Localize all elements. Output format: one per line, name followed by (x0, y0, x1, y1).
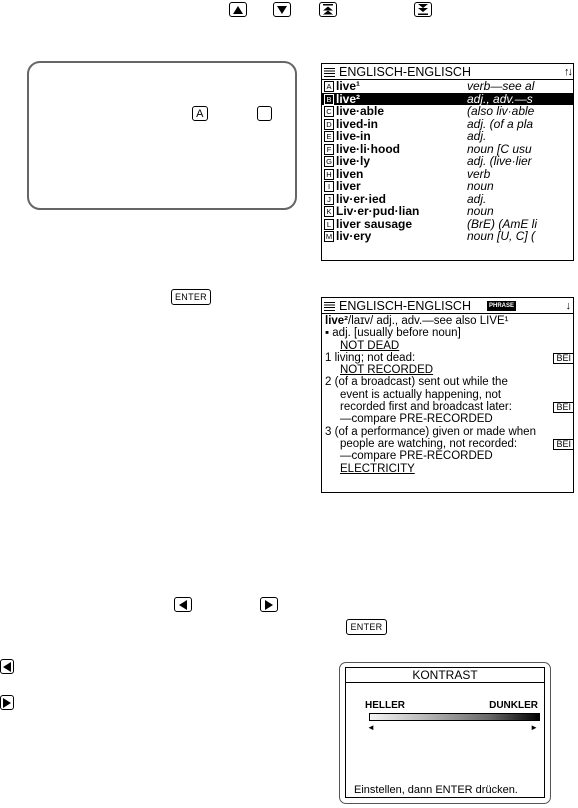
word-list-screen (321, 63, 574, 261)
contrast-screen-frame (339, 662, 551, 804)
sense-1-number: 1 (325, 351, 332, 364)
row-letter-key[interactable]: F (324, 144, 334, 155)
left-arrow-key[interactable] (174, 597, 192, 612)
enter-key[interactable] (171, 289, 211, 305)
contrast-screen (345, 667, 545, 798)
screen-header (322, 298, 573, 314)
sense-3-line1 (322, 426, 573, 438)
entry-headline (322, 315, 573, 327)
example-button[interactable]: BEI (553, 353, 573, 364)
sense-3-number: 3 (325, 425, 332, 438)
row-letter-key[interactable]: C (324, 106, 334, 117)
pronunciation: /laɪv/ adj., adv.—see also LIVE¹ (348, 315, 509, 327)
scroll-down-icon: ↓ (565, 300, 571, 312)
screen-title: ENGLISCH-ENGLISCH (339, 299, 471, 313)
headword: live² (325, 315, 349, 327)
definition-screen (321, 297, 574, 493)
example-button[interactable]: BEI (553, 439, 573, 450)
sense-2-text-3: recorded first and broadcast later: (340, 401, 512, 414)
right-arrow-icon: ► (530, 723, 538, 732)
row-description: adj. (of a pla (467, 116, 534, 131)
row-headword: live·able (336, 104, 385, 118)
triangle-right-icon (3, 698, 11, 708)
row-letter-key[interactable]: G (324, 156, 334, 167)
contrast-footer: Einstellen, dann ENTER drücken. (354, 784, 518, 796)
sense-1-row (322, 352, 573, 364)
sense-2-line1 (322, 376, 573, 388)
row-description: adj. (live·lier (467, 154, 532, 168)
row-letter-key[interactable]: D (324, 119, 334, 130)
triangle-right-icon (265, 600, 273, 610)
word-list-row[interactable] (322, 230, 573, 243)
down-arrow-key[interactable] (273, 2, 291, 17)
triangle-down-icon (277, 6, 287, 14)
row-letter-key[interactable]: E (324, 131, 334, 142)
word-list-row[interactable] (322, 205, 573, 218)
menu-icon (324, 68, 335, 77)
row-headword: liv·ery (336, 229, 372, 243)
sense-2-text-1: (of a broadcast) sent out while the (334, 376, 508, 389)
sense-2-number: 2 (325, 376, 332, 389)
phrase-badge: PHRASE (488, 303, 514, 309)
sense-2-text-4: —compare PRE-RECORDED (340, 413, 493, 426)
row-description: verb (467, 166, 491, 181)
row-description: adj., adv.—s (467, 91, 533, 106)
sense-1-sub-row (322, 364, 573, 376)
double-down-icon (418, 4, 428, 15)
row-letter-key[interactable]: J (324, 194, 334, 205)
pos-line: ▪ adj. [usually before noun] (325, 327, 461, 340)
example-button[interactable]: BEI (553, 402, 573, 413)
enter-key-label: ENTER (350, 622, 383, 632)
dunkler-label: DUNKLER (489, 700, 538, 711)
scroll-updown-icon: ↑↓ (564, 66, 571, 78)
enter-key-label: ENTER (174, 292, 207, 302)
row-headword: live-in (336, 129, 371, 143)
sense-3-text-4[interactable]: ELECTRICITY (340, 462, 415, 475)
row-headword: live² (336, 91, 361, 106)
triangle-up-icon (233, 6, 243, 14)
sense-3-line2 (322, 438, 573, 450)
word-list-row[interactable] (322, 105, 573, 118)
row-letter-key[interactable]: M (325, 232, 333, 241)
sense-0-label[interactable]: NOT DEAD (340, 339, 400, 352)
right-arrow-key-side[interactable] (0, 695, 14, 710)
sense-0-row (322, 340, 573, 352)
enter-key-lower[interactable] (346, 619, 387, 635)
screen-title: ENGLISCH-ENGLISCH (339, 65, 471, 79)
heller-label: HELLER (365, 700, 405, 711)
sense-2-text-2: event is actually happening, not (340, 388, 502, 401)
row-letter-key[interactable]: B (324, 94, 334, 105)
sense-3-line4 (322, 463, 573, 475)
page-down-key[interactable] (414, 2, 432, 17)
contrast-slider-fill (370, 714, 539, 720)
right-arrow-key[interactable] (260, 597, 278, 612)
row-description: noun (467, 204, 494, 218)
word-list-row[interactable] (322, 180, 573, 193)
word-list-row[interactable] (322, 130, 573, 143)
left-arrow-icon: ◄ (367, 723, 375, 732)
triangle-left-icon (3, 662, 11, 672)
key-a-label: A (196, 107, 204, 120)
row-description: noun [C usu (467, 141, 532, 156)
menu-icon (324, 302, 335, 311)
row-headword: live·ly (336, 154, 371, 168)
key-blank[interactable] (257, 106, 272, 121)
row-headword: Liv·er·pud·lian (336, 204, 420, 218)
row-letter-key[interactable]: K (324, 206, 334, 217)
row-headword: liv·er·ied (336, 191, 387, 206)
page-up-key[interactable] (319, 2, 337, 17)
word-list-row[interactable] (322, 155, 573, 168)
row-headword: lived-in (336, 116, 379, 131)
sense-1-sub[interactable]: NOT RECORDED (340, 364, 434, 377)
callout-box (27, 61, 297, 210)
word-list-row[interactable] (322, 80, 573, 93)
contrast-slider[interactable] (369, 713, 540, 721)
sense-3-text-3: —compare PRE-RECORDED (340, 450, 493, 463)
row-description: verb—see al (467, 79, 535, 93)
double-up-icon (323, 4, 333, 15)
up-arrow-key[interactable] (229, 2, 247, 17)
row-description: noun [U, C] ( (467, 229, 536, 243)
key-a[interactable] (192, 106, 208, 121)
row-letter-key[interactable]: H (324, 169, 334, 180)
sense-2-line3 (322, 401, 573, 413)
sense-1-text: living; not dead: (334, 351, 416, 364)
row-description: adj. (467, 129, 487, 143)
row-headword: liver (336, 179, 361, 193)
row-description: (also liv·able (467, 104, 535, 118)
row-headword: live¹ (336, 79, 361, 93)
row-headword: liven (336, 166, 364, 181)
triangle-left-icon (179, 600, 187, 610)
row-letter-key[interactable]: L (324, 219, 334, 230)
sense-3-text-1: (of a performance) given or made when (334, 425, 536, 438)
row-description: noun (467, 179, 494, 193)
left-arrow-key-side[interactable] (0, 659, 14, 674)
sense-3-text-2: people are watching, not recorded: (340, 437, 518, 450)
row-description: (BrE) (AmE li (467, 216, 537, 231)
row-headword: liver sausage (336, 216, 413, 231)
contrast-title: KONTRAST (346, 668, 544, 683)
screen-header (322, 64, 573, 80)
row-letter-key[interactable]: I (324, 181, 334, 192)
row-letter-key[interactable]: A (324, 81, 334, 92)
row-description: adj. (467, 191, 487, 206)
row-headword: live·li·hood (336, 141, 400, 156)
word-list (322, 80, 573, 243)
